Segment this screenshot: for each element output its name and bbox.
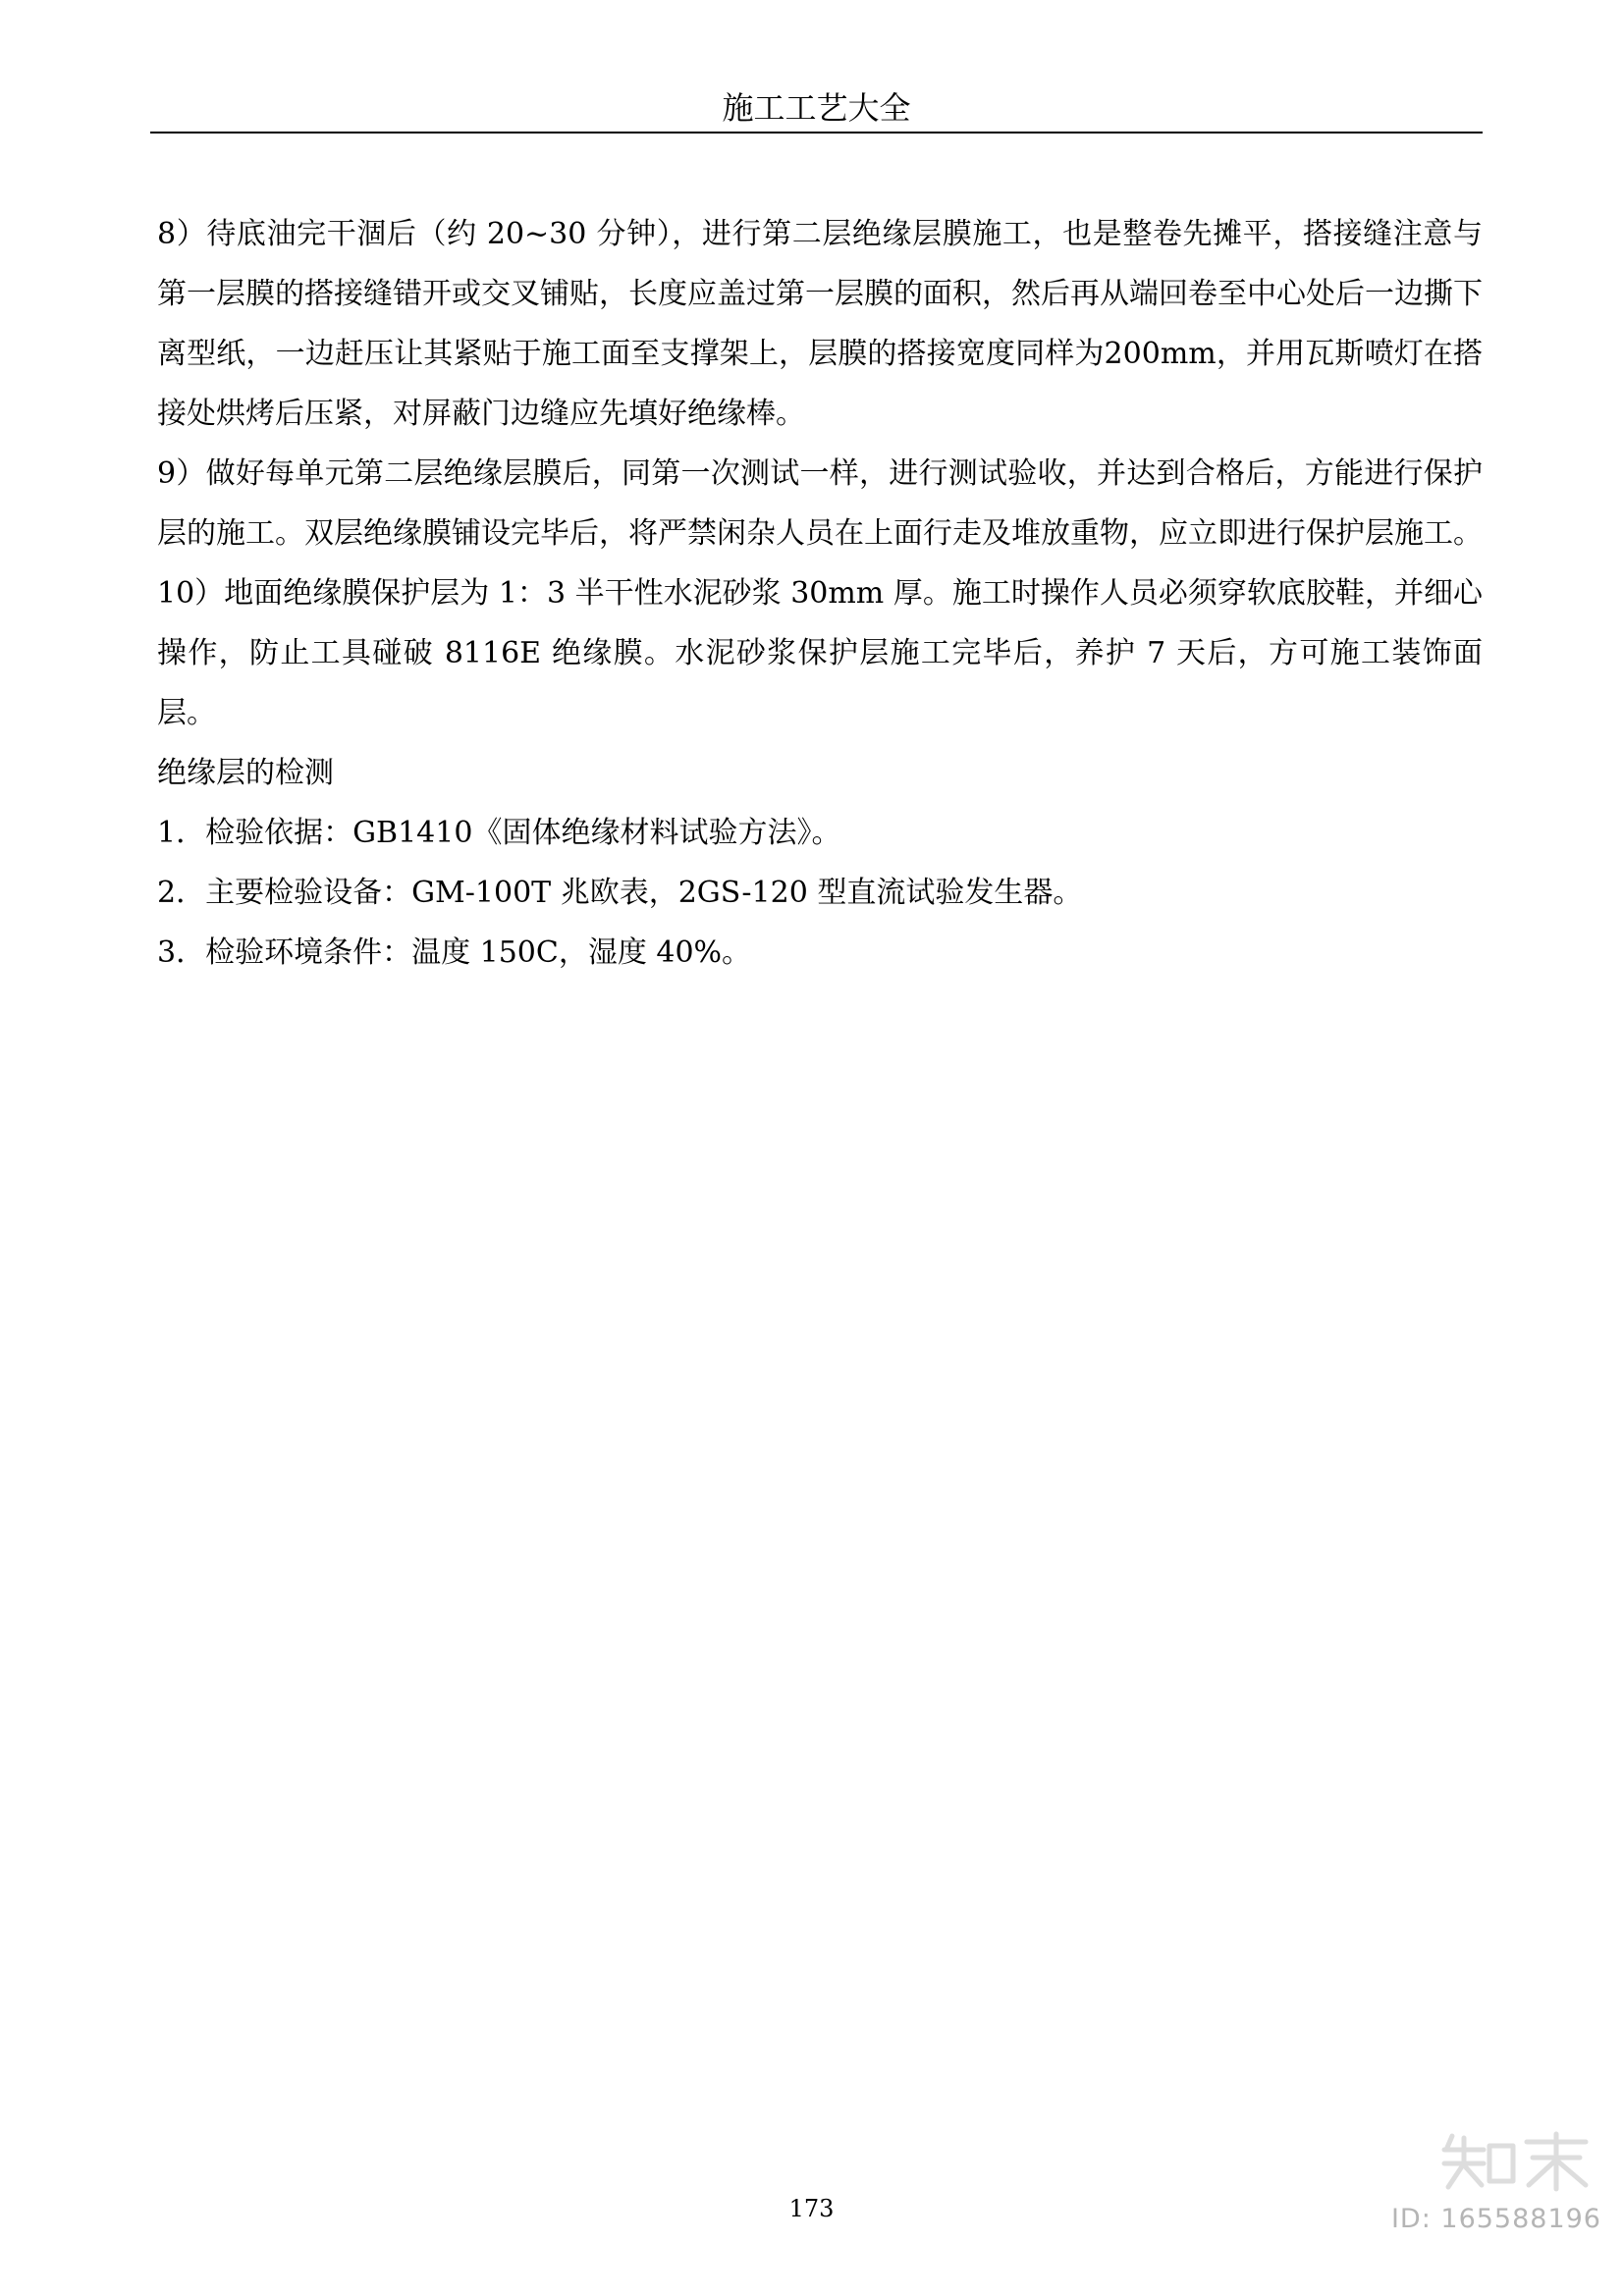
list-item-test-conditions: 3．检验环境条件：温度 150C，湿度 40%。	[157, 935, 752, 970]
paragraph-step-8: 8）待底油完干涸后（约 20~30 分钟），进行第二层绝缘层膜施工，也是整卷先摊平，搭接缝注意与第一层膜的搭接缝错开或交叉铺贴，长度应盖过第一层膜的面积，然后再从端回卷至中心处后一边撕下离型纸，一边赶压让其紧贴于施工面至支撑架上，层膜的搭接宽度同样为200mm，并用瓦斯喷灯在搭接处烘烤后压紧，对屏蔽门边缝应先填好绝缘棒。	[157, 217, 1483, 431]
watermark-id-text: ID: 165588196	[1390, 2204, 1601, 2234]
header-divider	[150, 132, 1483, 133]
paragraph-step-10: 10）地面绝缘膜保护层为 1：3 半干性水泥砂浆 30mm 厚。施工时操作人员必须穿软底胶鞋，并细心操作，防止工具碰破 8116E 绝缘膜。水泥砂浆保护层施工完毕后，养护 7 天后，方可施工装饰面层。	[157, 576, 1483, 730]
watermark-logo-icon	[1438, 2128, 1596, 2193]
document-body	[157, 204, 1483, 983]
page-header-title: 施工工艺大全	[722, 89, 911, 127]
paragraph-step-9: 9）做好每单元第二层绝缘层膜后，同第一次测试一样，进行测试验收，并达到合格后，方能进行保护层的施工。双层绝缘膜铺设完毕后，将严禁闲杂人员在上面行走及堆放重物，应立即进行保护层施工。	[157, 456, 1483, 551]
section-heading-insulation-test: 绝缘层的检测	[157, 756, 334, 790]
list-item-test-equipment: 2．主要检验设备：GM-100T 兆欧表，2GS-120 型直流试验发生器。	[157, 876, 1083, 910]
list-item-test-basis: 1．检验依据：GB1410《固体绝缘材料试验方法》。	[157, 816, 841, 850]
page-number: 173	[788, 2195, 835, 2222]
